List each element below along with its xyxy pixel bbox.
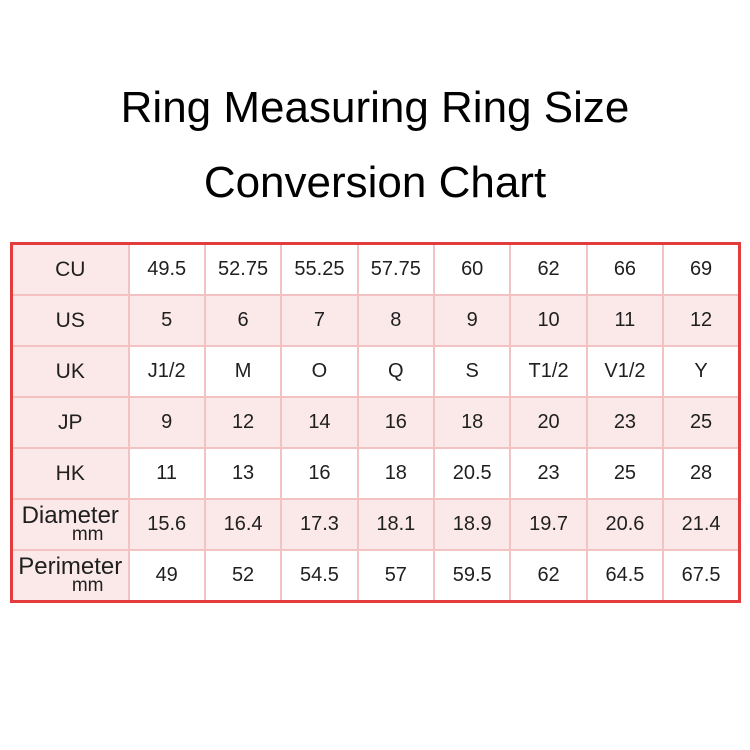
- cell-uk-2: O: [281, 346, 357, 397]
- cell-hk-2: 16: [281, 448, 357, 499]
- table-row-us: [12, 295, 740, 346]
- cell-hk-5: 23: [510, 448, 586, 499]
- page-title-line2: Conversion Chart: [203, 158, 547, 207]
- table-row-cu: [12, 244, 740, 296]
- table-row-jp: [12, 397, 740, 448]
- cell-hk-1: 13: [205, 448, 281, 499]
- cell-uk-5: T1/2: [510, 346, 586, 397]
- ring-size-conversion-table: [10, 242, 741, 603]
- row-label-us: US: [12, 295, 129, 346]
- cell-us-3: 8: [358, 295, 434, 346]
- cell-cu-7: 69: [663, 244, 739, 296]
- cell-jp-0: 9: [129, 397, 205, 448]
- cell-hk-4: 20.5: [434, 448, 510, 499]
- cell-diameter-5: 19.7: [510, 499, 586, 550]
- cell-us-4: 9: [434, 295, 510, 346]
- table-row-diameter: [12, 499, 740, 550]
- cell-us-0: 5: [129, 295, 205, 346]
- cell-us-5: 10: [510, 295, 586, 346]
- table-row-uk: [12, 346, 740, 397]
- cell-perimeter-6: 64.5: [587, 550, 663, 602]
- cell-uk-4: S: [434, 346, 510, 397]
- cell-diameter-0: 15.6: [129, 499, 205, 550]
- row-label-unit: mm: [71, 575, 104, 596]
- cell-diameter-4: 18.9: [434, 499, 510, 550]
- table-row-perimeter: [12, 550, 740, 602]
- cell-uk-0: J1/2: [129, 346, 205, 397]
- cell-cu-2: 55.25: [281, 244, 357, 296]
- cell-cu-3: 57.75: [358, 244, 434, 296]
- cell-cu-0: 49.5: [129, 244, 205, 296]
- row-label-unit: mm: [71, 524, 104, 545]
- cell-uk-7: Y: [663, 346, 739, 397]
- page-title-line1: Ring Measuring Ring Size: [120, 83, 630, 132]
- cell-jp-6: 23: [587, 397, 663, 448]
- cell-cu-6: 66: [587, 244, 663, 296]
- cell-us-7: 12: [663, 295, 739, 346]
- cell-jp-4: 18: [434, 397, 510, 448]
- cell-perimeter-3: 57: [358, 550, 434, 602]
- cell-diameter-6: 20.6: [587, 499, 663, 550]
- cell-diameter-7: 21.4: [663, 499, 739, 550]
- cell-jp-5: 20: [510, 397, 586, 448]
- cell-perimeter-0: 49: [129, 550, 205, 602]
- row-label-text: Perimeter: [18, 553, 123, 580]
- cell-perimeter-2: 54.5: [281, 550, 357, 602]
- cell-diameter-1: 16.4: [205, 499, 281, 550]
- cell-us-1: 6: [205, 295, 281, 346]
- cell-perimeter-7: 67.5: [663, 550, 739, 602]
- row-label-diameter: [12, 499, 129, 550]
- cell-cu-1: 52.75: [205, 244, 281, 296]
- cell-perimeter-1: 52: [205, 550, 281, 602]
- cell-jp-7: 25: [663, 397, 739, 448]
- row-label-text: Diameter: [21, 502, 119, 529]
- cell-us-6: 11: [587, 295, 663, 346]
- row-label-jp: JP: [12, 397, 129, 448]
- row-label-perimeter: [12, 550, 129, 602]
- cell-jp-2: 14: [281, 397, 357, 448]
- cell-us-2: 7: [281, 295, 357, 346]
- cell-jp-1: 12: [205, 397, 281, 448]
- row-label-uk: UK: [12, 346, 129, 397]
- cell-jp-3: 16: [358, 397, 434, 448]
- table-row-hk: [12, 448, 740, 499]
- cell-uk-3: Q: [358, 346, 434, 397]
- cell-uk-1: M: [205, 346, 281, 397]
- cell-hk-3: 18: [358, 448, 434, 499]
- cell-uk-6: V1/2: [587, 346, 663, 397]
- row-label-cu: CU: [12, 244, 129, 296]
- cell-perimeter-4: 59.5: [434, 550, 510, 602]
- cell-diameter-2: 17.3: [281, 499, 357, 550]
- cell-diameter-3: 18.1: [358, 499, 434, 550]
- cell-cu-4: 60: [434, 244, 510, 296]
- row-label-hk: HK: [12, 448, 129, 499]
- cell-cu-5: 62: [510, 244, 586, 296]
- page-title: [0, 70, 750, 220]
- cell-hk-7: 28: [663, 448, 739, 499]
- cell-perimeter-5: 62: [510, 550, 586, 602]
- cell-hk-0: 11: [129, 448, 205, 499]
- cell-hk-6: 25: [587, 448, 663, 499]
